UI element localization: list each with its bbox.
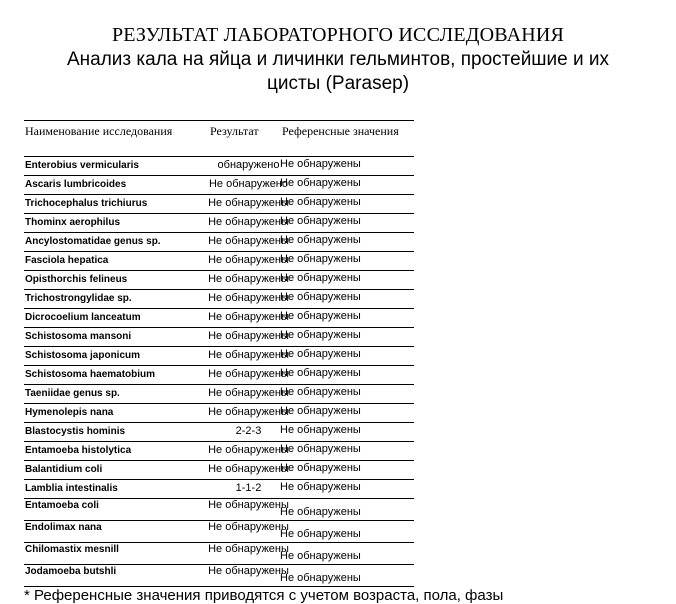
table-header xyxy=(24,120,414,157)
test-name: Entamoeba coli xyxy=(25,500,99,511)
analysis-title-line1: Анализ кала на яйца и личинки гельминтов, простейшие и их xyxy=(66,49,610,70)
test-name: Fasciola hepatica xyxy=(25,255,109,266)
test-name: Trichocephalus trichiurus xyxy=(25,198,148,209)
reference-value: Не обнаружены xyxy=(280,253,361,265)
table-row xyxy=(24,423,414,442)
column-header-reference: Референсные значения xyxy=(282,124,399,138)
table-row xyxy=(24,480,414,499)
test-result: Не обнаружены xyxy=(208,406,289,418)
test-result: Не обнаружены xyxy=(208,254,289,266)
footnote: * Референсные значения приводятся с учетом возраста, пола, фазы xyxy=(24,587,504,604)
test-result: Не обнаружены xyxy=(208,444,289,456)
column-header-result: Результат xyxy=(210,124,259,138)
table-row xyxy=(24,157,414,176)
table-row xyxy=(24,385,414,404)
test-name: Trichostrongylidae sp. xyxy=(25,293,132,304)
test-name: Entamoeba histolytica xyxy=(25,445,132,456)
reference-value: Не обнаружены xyxy=(280,196,361,208)
test-name: Hymenolepis nana xyxy=(25,407,114,418)
test-name: Jodamoeba butshli xyxy=(25,566,117,577)
test-result: Не обнаружено xyxy=(208,178,288,190)
table-row xyxy=(24,565,414,587)
reference-value: Не обнаружены xyxy=(280,386,361,398)
test-name: Enterobius vermicularis xyxy=(25,160,139,171)
table-row xyxy=(24,176,414,195)
table-row xyxy=(24,521,414,543)
reference-value: Не обнаружены xyxy=(280,234,361,246)
test-name: Balantidium coli xyxy=(25,464,103,475)
test-result: Не обнаружены xyxy=(208,330,289,342)
test-name: Chilomastix mesnill xyxy=(25,544,119,555)
reference-value: Не обнаружены xyxy=(280,481,361,493)
reference-value: Не обнаружены xyxy=(280,443,361,455)
reference-value: Не обнаружены xyxy=(280,348,361,360)
test-result: Не обнаружены xyxy=(208,387,289,399)
test-result: 1-1-2 xyxy=(235,482,262,494)
test-result: Не обнаружены xyxy=(208,311,289,323)
reference-value: Не обнаружены xyxy=(280,462,361,474)
table-row xyxy=(24,252,414,271)
test-name: Opisthorchis felineus xyxy=(25,274,128,285)
report-title: РЕЗУЛЬТАТ ЛАБОРАТОРНОГО ИССЛЕДОВАНИЯ xyxy=(111,24,565,46)
reference-value: Не обнаружены xyxy=(280,215,361,227)
test-result: обнаружено xyxy=(217,159,280,171)
test-name: Schistosoma japonicum xyxy=(25,350,141,361)
table-row xyxy=(24,404,414,423)
table-row xyxy=(24,214,414,233)
table-row xyxy=(24,290,414,309)
reference-value: Не обнаружены xyxy=(280,158,361,170)
reference-value: Не обнаружены xyxy=(280,405,361,417)
test-result: Не обнаружены xyxy=(208,368,289,380)
table-row xyxy=(24,233,414,252)
reference-value: Не обнаружены xyxy=(280,177,361,189)
test-result: 2-2-3 xyxy=(235,425,262,437)
table-row xyxy=(24,366,414,385)
table-row xyxy=(24,442,414,461)
reference-value: Не обнаружены xyxy=(280,572,361,584)
test-name: Endolimax nana xyxy=(25,522,102,533)
table-row xyxy=(24,347,414,366)
table-row xyxy=(24,328,414,347)
table-row xyxy=(24,461,414,480)
test-result: Не обнаружены xyxy=(208,463,289,475)
table-row xyxy=(24,309,414,328)
test-result: Не обнаружены xyxy=(208,273,289,285)
test-name: Schistosoma mansoni xyxy=(25,331,132,342)
test-result: Не обнаружены xyxy=(208,349,289,361)
test-result: Не обнаружены xyxy=(208,216,289,228)
table-row xyxy=(24,271,414,290)
test-name: Schistosoma haematobium xyxy=(25,369,156,380)
test-result: Не обнаружены xyxy=(208,543,289,555)
table-row xyxy=(24,195,414,214)
test-name: Thominx aerophilus xyxy=(25,217,121,228)
table-row xyxy=(24,499,414,521)
column-header-name: Наименование исследования xyxy=(25,124,173,138)
reference-value: Не обнаружены xyxy=(280,329,361,341)
reference-value: Не обнаружены xyxy=(280,424,361,436)
table-body xyxy=(24,157,414,587)
test-result: Не обнаружены xyxy=(208,565,289,577)
test-name: Blastocystis hominis xyxy=(25,426,126,437)
reference-value: Не обнаружены xyxy=(280,310,361,322)
results-table xyxy=(24,120,414,587)
test-name: Ancylostomatidae genus sp. xyxy=(25,236,161,247)
reference-value: Не обнаружены xyxy=(280,550,361,562)
test-result: Не обнаружены xyxy=(208,197,289,209)
test-name: Ascaris lumbricoides xyxy=(25,179,127,190)
test-result: Не обнаружены xyxy=(208,292,289,304)
test-result: Не обнаружены xyxy=(208,499,289,511)
reference-value: Не обнаружены xyxy=(280,506,361,518)
reference-value: Не обнаружены xyxy=(280,272,361,284)
reference-value: Не обнаружены xyxy=(280,528,361,540)
test-name: Taeniidae genus sp. xyxy=(25,388,120,399)
analysis-title-line2: цисты (Parasep) xyxy=(266,73,410,94)
table-row xyxy=(24,543,414,565)
test-name: Lamblia intestinalis xyxy=(25,483,118,494)
test-result: Не обнаружены xyxy=(208,521,289,533)
reference-value: Не обнаружены xyxy=(280,367,361,379)
test-result: Не обнаружены xyxy=(208,235,289,247)
test-name: Dicrocoelium lanceatum xyxy=(25,312,141,323)
reference-value: Не обнаружены xyxy=(280,291,361,303)
